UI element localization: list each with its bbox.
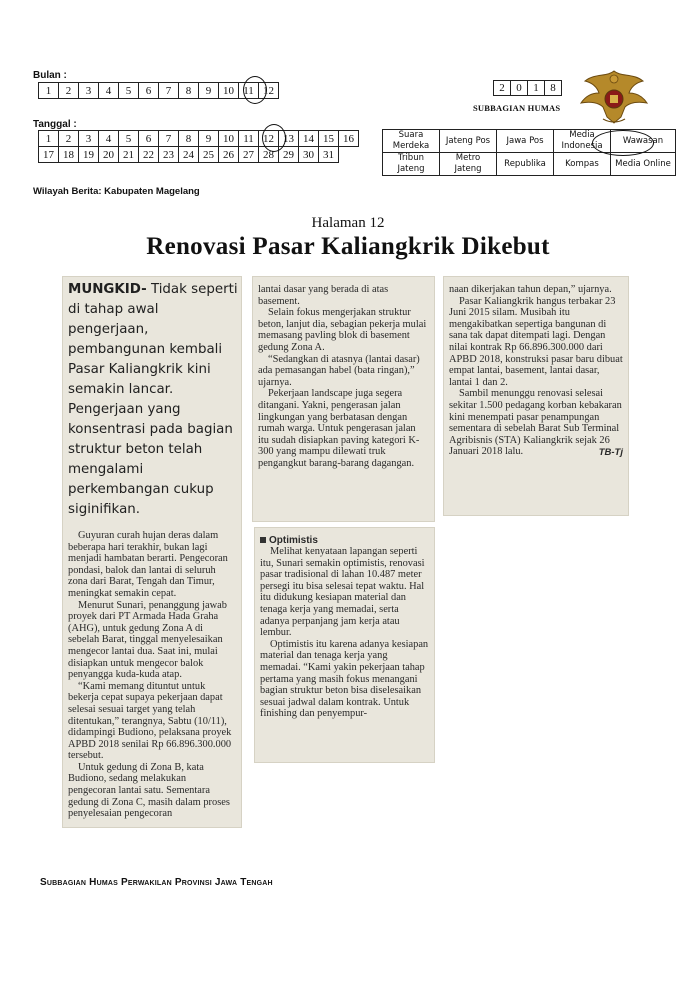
clip-column-3	[443, 276, 629, 516]
media-cell: Republika	[497, 153, 554, 176]
year-box	[493, 80, 562, 96]
grid-cell: 15	[319, 131, 339, 147]
media-cell: Suara Merdeka	[383, 130, 440, 153]
media-cell: Kompas	[554, 153, 611, 176]
wilayah-berita: Wilayah Berita: Kabupaten Magelang	[33, 186, 200, 197]
grid-cell: 16	[339, 131, 359, 147]
grid-cell: 5	[119, 83, 139, 99]
lead-text: Tidak seperti di tahap awal pengerjaan, pembangunan kembali Pasar Kaliangkrik kini semakin lancar. Pengerjaan yang konsentrasi pada bagian struktur beton telah mengalami perkembangan cukup siginifikan.	[68, 282, 238, 517]
paragraph: Selain fokus mengerjakan struktur beton, lanjut dia, sebagian pekerja mulai memasang pavling blok di basement gedung Zona A.	[258, 307, 427, 353]
media-cell: Wawasan	[611, 130, 676, 153]
grid-cell: 8	[179, 131, 199, 147]
paragraph: Untuk gedung di Zona B, kata Budiono, sedang melakukan pengecoran lantai satu. Sementara gedung di Zona C, masih dalam proses penyelesaian pengecoran	[68, 761, 230, 820]
selected-media-circle	[592, 130, 654, 156]
grid-cell: 3	[79, 131, 99, 147]
grid-cell: 10	[219, 83, 239, 99]
grid-cell: 27	[239, 147, 259, 163]
grid-cell: 8	[179, 83, 199, 99]
clip-column-1	[62, 276, 242, 828]
media-cell: Metro Jateng	[440, 153, 497, 176]
column-2-top-body	[252, 307, 435, 469]
grid-cell: 6	[139, 131, 159, 147]
media-cell: Media Online	[611, 153, 676, 176]
media-cell: Tribun Jateng	[383, 153, 440, 176]
grid-cell: 17	[39, 147, 59, 163]
grid-cell: 8	[545, 81, 562, 96]
grid-cell: 24	[179, 147, 199, 163]
media-cell: Jateng Pos	[440, 130, 497, 153]
paragraph: Optimistis itu karena adanya kesiapan material dan tenaga kerja yang memadai. “Kami yakin pekerjaan tahap pertama yang masih fokus menangani bagian struktur beton bisa diselesaikan sesuai jadwal dalam kontrak. Untuk finishing dan penyempur-	[260, 638, 429, 720]
grid-cell: 29	[279, 147, 299, 163]
subheading	[254, 535, 435, 546]
org-name: SUBBAGIAN HUMAS	[473, 103, 561, 113]
media-cell: Media Indonesia	[554, 130, 611, 153]
paragraph: “Kami memang dituntut untuk bekerja cepat supaya pekerjaan dapat selesai sesuai target yang telah ditentukan,” terangnya, Sabtu (10/11), didampingi Budiono, pelaksana proyek APBD 2018 senilai Rp 66.896.300.000 tersebut.	[68, 680, 232, 762]
lead-paragraph	[62, 280, 242, 520]
grid-cell: 14	[299, 131, 319, 147]
grid-cell: 28	[259, 147, 279, 163]
bulan-label: Bulan :	[33, 70, 67, 81]
paragraph: Menurut Sunari, penanggung jawab proyek dari PT Armada Hada Graha (AHG), untuk gedung Zona A di sebelah Barat, tinggal menyelesaikan mengecor lantai dua. Saat ini, mulai disiapkan untuk mengecor balok penyangga kuda-kuda atap.	[68, 599, 227, 681]
grid-cell: 19	[79, 147, 99, 163]
date-grid	[38, 130, 359, 163]
grid-cell: 23	[159, 147, 179, 163]
media-cell: Jawa Pos	[497, 130, 554, 153]
paragraph: lantai dasar yang berada di atas basement.	[258, 284, 389, 307]
grid-cell: 1	[39, 131, 59, 147]
clip-column-2-top	[252, 276, 435, 522]
column-1-body	[62, 530, 242, 820]
paragraph: Pasar Kaliangkrik hangus terbakar 23 Juni 2015 silam. Musibah itu mengakibatkan sepertiga bangunan di sana tak dapat ditempati lagi. Dengan nilai kontrak Rp 66.896.300.000 dari APBD 2018, konstruksi pasar baru dibuat empat lantai, basement, lantai dasar, lantai 1 dan 2.	[449, 295, 623, 388]
paragraph: Melihat kenyataan lapangan seperti itu, Sunari semakin optimistis, renovasi pasar tradisional di lahan 10.487 meter persegi itu bisa selesai tepat waktu. Hal itu didukung kesiapan material dan tenaga kerja yang memadai, serta adanya perpanjang jam kerja atau lembur.	[260, 546, 425, 639]
grid-cell: 4	[99, 131, 119, 147]
selected-month-circle	[243, 76, 267, 104]
tanggal-label: Tanggal :	[33, 119, 77, 130]
selected-date-circle	[262, 124, 286, 152]
grid-cell: 9	[199, 131, 219, 147]
garuda-emblem-icon	[577, 67, 651, 127]
grid-cell: 31	[319, 147, 339, 163]
grid-cell: 10	[219, 131, 239, 147]
column-3-body	[443, 296, 629, 458]
grid-cell: 7	[159, 83, 179, 99]
page-number: Halaman 12	[311, 215, 385, 231]
grid-cell: 9	[199, 83, 219, 99]
grid-cell: 11	[239, 83, 259, 99]
grid-cell: 12	[259, 83, 279, 99]
grid-cell: 11	[239, 131, 259, 147]
grid-cell: 2	[494, 81, 511, 96]
grid-cell: 18	[59, 147, 79, 163]
grid-cell: 1	[528, 81, 545, 96]
grid-cell: 7	[159, 131, 179, 147]
clip-column-2-bottom	[254, 527, 435, 763]
grid-cell: 30	[299, 147, 319, 163]
footer-org: Subbagian Humas Perwakilan Provinsi Jawa Tengah	[40, 877, 273, 888]
grid-cell: 26	[219, 147, 239, 163]
grid-cell: 25	[199, 147, 219, 163]
byline: TB-Tj	[598, 446, 623, 458]
grid-cell: 21	[119, 147, 139, 163]
grid-cell: 22	[139, 147, 159, 163]
grid-cell: 12	[259, 131, 279, 147]
grid-cell: 0	[511, 81, 528, 96]
paragraph: naan dikerjakan tahun depan,” ujarnya.	[449, 284, 612, 295]
grid-cell: 20	[99, 147, 119, 163]
column-2-bottom-body	[254, 546, 435, 720]
grid-cell: 5	[119, 131, 139, 147]
grid-cell: 6	[139, 83, 159, 99]
dateline: MUNGKID-	[68, 282, 147, 297]
grid-cell: 1	[39, 83, 59, 99]
grid-cell: 4	[99, 83, 119, 99]
paragraph: Pekerjaan landscape juga segera ditangani. Yakni, pengerasan jalan lingkungan yang berbatasan dengan rumah warga. Untuk pengerasan jalan itu sudah disiapkan paving kategori K-300 yang mampu dilewati truk pengangkut barang-barang dagangan.	[258, 388, 420, 469]
paragraph: Sambil menunggu renovasi selesai sekitar 1.500 pedagang korban kebakaran kini menempati pasar penampungan sementara di sebelah Barat Sub Terminal Agribisnis (STA) Kaliangkrik sejak 26 Januari 2018 lalu.	[449, 388, 622, 458]
subheading-text: Optimistis	[269, 535, 318, 546]
paragraph: Guyuran curah hujan deras dalam beberapa hari terakhir, bukan lagi menjadi hambatan berarti. Pengecoran pondasi, balok dan lantai di seluruh zona dari Barat, Tengah dan Timur, meningkat semakin cepat.	[68, 530, 228, 599]
grid-cell: 2	[59, 83, 79, 99]
grid-cell: 3	[79, 83, 99, 99]
grid-cell: 2	[59, 131, 79, 147]
grid-cell: 13	[279, 131, 299, 147]
article-headline: Renovasi Pasar Kaliangkrik Dikebut	[146, 233, 550, 260]
paragraph: “Sedangkan di atasnya (lantai dasar) ada pemasangan habel (bata ringan),” ujarnya.	[258, 353, 420, 388]
